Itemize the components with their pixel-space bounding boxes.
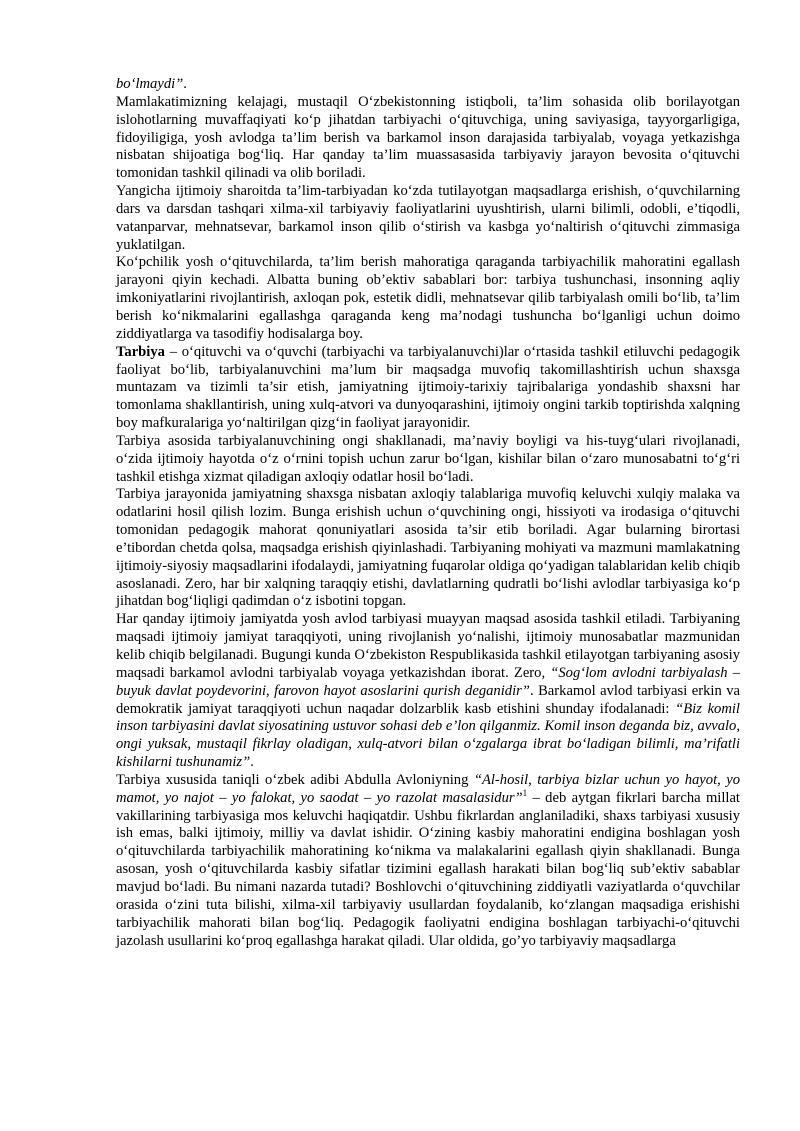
paragraph-4 — [116, 344, 740, 433]
term-tarbiya: Tarbiya — [116, 343, 165, 360]
quote-avloniy: “Al-hosil, tarbiya bizlar uchun yo hayot, yo mamot, yo najot – yo falokat, yo saodat – yo razolat masalasidur” — [116, 771, 740, 806]
quote-period: . — [183, 76, 187, 92]
paragraph-3: Ko‘pchilik yosh o‘qituvchilarda, ta’lim berish mahoratiga qaraganda tarbiyachilik mahoratini egallash jarayoni qiyin kechadi. Albatta buning ob’ektiv sabablari bor: tarbiya tushunchasi, insonning aqliy imkoniyatlarini rivojlantirish, axloqan pok, estetik didli, mehnatsevar qilib tarbiyalash omili bo‘lib, ta’lim berish ko‘nikmalarini egallashga qaraganda keng ma’nodagi tushuncha bo‘lganligi uchun doimo ziddiyatlarga va tasodifiy hodisalarga boy. — [116, 254, 740, 342]
paragraph-7-end: . — [250, 754, 254, 771]
paragraph-7 — [116, 611, 740, 772]
paragraph-1: Mamlakatimizning kelajagi, mustaqil O‘zbekistonning istiqboli, ta’lim sohasida olib borilayotgan islohotlarning muvaffaqiyati ko‘p jihatdan tarbiyachi o‘qituvchiga, uning saviyasiga, tayyorgarligiga, fidoyiligiga, yosh avlodga ta’lim berish va barkamol inson darajasida tarbiyalab, voyaga yetkazishga nisbatan shijoatiga bog‘liq. Har qanday ta’lim muassasasida tarbiyaviy jarayon bevosita o‘qituvchi tomonidan tashkil qilinadi va olib boriladi. — [116, 93, 740, 182]
paragraph-8-text-2: – deb aytgan fikrlari barcha millat vakillarining tarbiyasiga mos keluvchi haqiqatdir. Ushbu fikrlardan anglaniladiki, shaxs tarbiyasi xususiy ish emas, balki ijtimoiy, milliy va davlat ishidir. O‘zining kasbiy mahoratini endigina boshlagan yosh o‘qituvchilarda tarbiyachilik mahoratining ko‘nikma va malakalarini egallash qiyin shakllanadi. Bunga asosan, yosh o‘qituvchilarda kasbiy sifatlar tizimini egallash harakati bilan bog‘liq sub’ektiv sabablar mavjud bo‘ladi. Bu nimani nazarda tutadi? Boshlovchi o‘qituvchining ziddiyatli vaziyatlarda o‘quvchilar orasida o‘zini tuta bilishi, xilma-xil tarbiyaviy usullardan foydalanib, ko‘zlangan maqsadiga erishishi tarbiyachilik mahorati bilan bog‘liq. Pedagogik faoliyatni endigina boshlagan tarbiyachi-o‘qituvchi jazolash usullarini ko‘proq egallashga harakat qiladi. Ular oldida, go’yo tarbiyaviy maqsadlarga — [116, 789, 740, 949]
paragraph-0 — [116, 76, 740, 94]
paragraph-8 — [116, 772, 740, 950]
paragraph-5: Tarbiya asosida tarbiyalanuvchining ongi shakllanadi, ma’naviy boyligi va his-tuyg‘ulari rivojlanadi, o‘zida ijtimoiy hayotda o‘z o‘rnini topish uchun zarur bo‘lgan, kishilar bilan o‘zaro munosabatni to‘g‘ri tashkil etishga xizmat qiladigan axloqiy odatlar hosil bo‘ladi. — [116, 432, 740, 485]
paragraph-7-text-2: . Barkamol avlod tarbiyasi erkin va demokratik jamiyat taraqqiyoti uchun naqadar dolzarblik kasb etishini shunday ifodalanadi: — [116, 682, 741, 717]
footnote-marker[interactable]: 1 — [522, 787, 528, 798]
definition-text: – o‘qituvchi va o‘quvchi (tarbiyachi va tarbiyalanuvchi)lar o‘rtasida tashkil etiluvchi pedagogik faoliyat bo‘lib, tarbiyalanuvchini ma’lum bir maqsadga muvofiq takomillashtirish uchun shaxsga muntazam va tizimli ta’sir etish, jamiyatning ijtimoiy-tarixiy tajribalariga yondashib shaxsni har tomonlama shakllantirish, uning xulq-atvori va dunyoqarashini, ijtimoiy ongini tarkib toptirishda xalqning boy mafkuralariga yo‘naltirilgan qizg‘in faoliyat jarayonidir. — [116, 343, 740, 432]
quote-perfect-person: “Biz komil inson tarbiyasini davlat siyosatining ustuvor sohasi deb e’lon qilganmiz. Komil inson deganda biz, avvalo, ongi yuksak, mustaqil fikrlay oladigan, xulq-atvori bilan o‘zgalarga ibrat bo‘ladigan bilimli, ma’rifatli kishilarni tushunamiz” — [116, 700, 740, 771]
document-page — [116, 76, 740, 950]
paragraph-8-text-1: Tarbiya xususida taniqli o‘zbek adibi Abdulla Avloniyning — [116, 771, 474, 788]
paragraph-2: Yangicha ijtimoiy sharoitda ta’lim-tarbiyadan ko‘zda tutilayotgan maqsadlarga erishish, o‘quvchilarning dars va darsdan tashqari xilma-xil tarbiyaviy faoliyatlarini uyushtirish, ularni bilimli, odobli, e’tiqodli, vatanparvar, mehnatsevar, barkamol inson qilib o‘stirish va kasbga yo‘naltirish o‘qituvchi zimmasiga yuklatilgan. — [116, 183, 740, 253]
paragraph-6: Tarbiya jarayonida jamiyatning shaxsga nisbatan axloqiy talablariga muvofiq keluvchi xulqiy malaka va odatlarini hosil qilish lozim. Bunga erishish uchun o‘quvchining ongi, hissiyoti va irodasiga o‘qituvchi tomonidan pedagogik mahorat qonuniyatlari asosida ta’sir etib boriladi. Agar bularning birortasi e’tibordan chetda qolsa, maqsadga erishish qiyinlashadi. Tarbiyaning mohiyati va mazmuni mamlakatning ijtimoiy-siyosiy maqsadlarini ifodalaydi, jamiyatning fuqarolar oldiga qo‘yadigan talablaridan kelib chiqib asoslanadi. Zero, har bir xalqning taraqqiy etishi, davlatlarning qudratli bo‘lishi avlodlar tarbiyasiga ko‘p jihatdan bog‘liqligi qadimdan o‘z isbotini topgan. — [116, 486, 740, 610]
paragraph-7-text-1: Har qanday ijtimoiy jamiyatda yosh avlod tarbiyasi muayyan maqsad asosida tashkil etiladi. Tarbiyaning maqsadi ijtimoiy jamiyat taraqqiyoti, uning rivojlanish yo‘nalishi, ijtimoiy munosabatlar mazmunidan kelib chiqib belgilanadi. Bugungi kunda O‘zbekiston Respublikasida tashkil etilayotgan tarbiyaning asosiy maqsadi barkamol avlodni tarbiyalab voyaga yetkazishdan iborat. Zero, — [116, 611, 740, 681]
quote-fragment: bo‘lmaydi” — [116, 76, 184, 92]
quote-healthy-generation: “Sog‘lom avlodni tarbiyalash – buyuk davlat poydevorini, farovon hayot asoslarini qurish deganidir” — [116, 664, 740, 699]
